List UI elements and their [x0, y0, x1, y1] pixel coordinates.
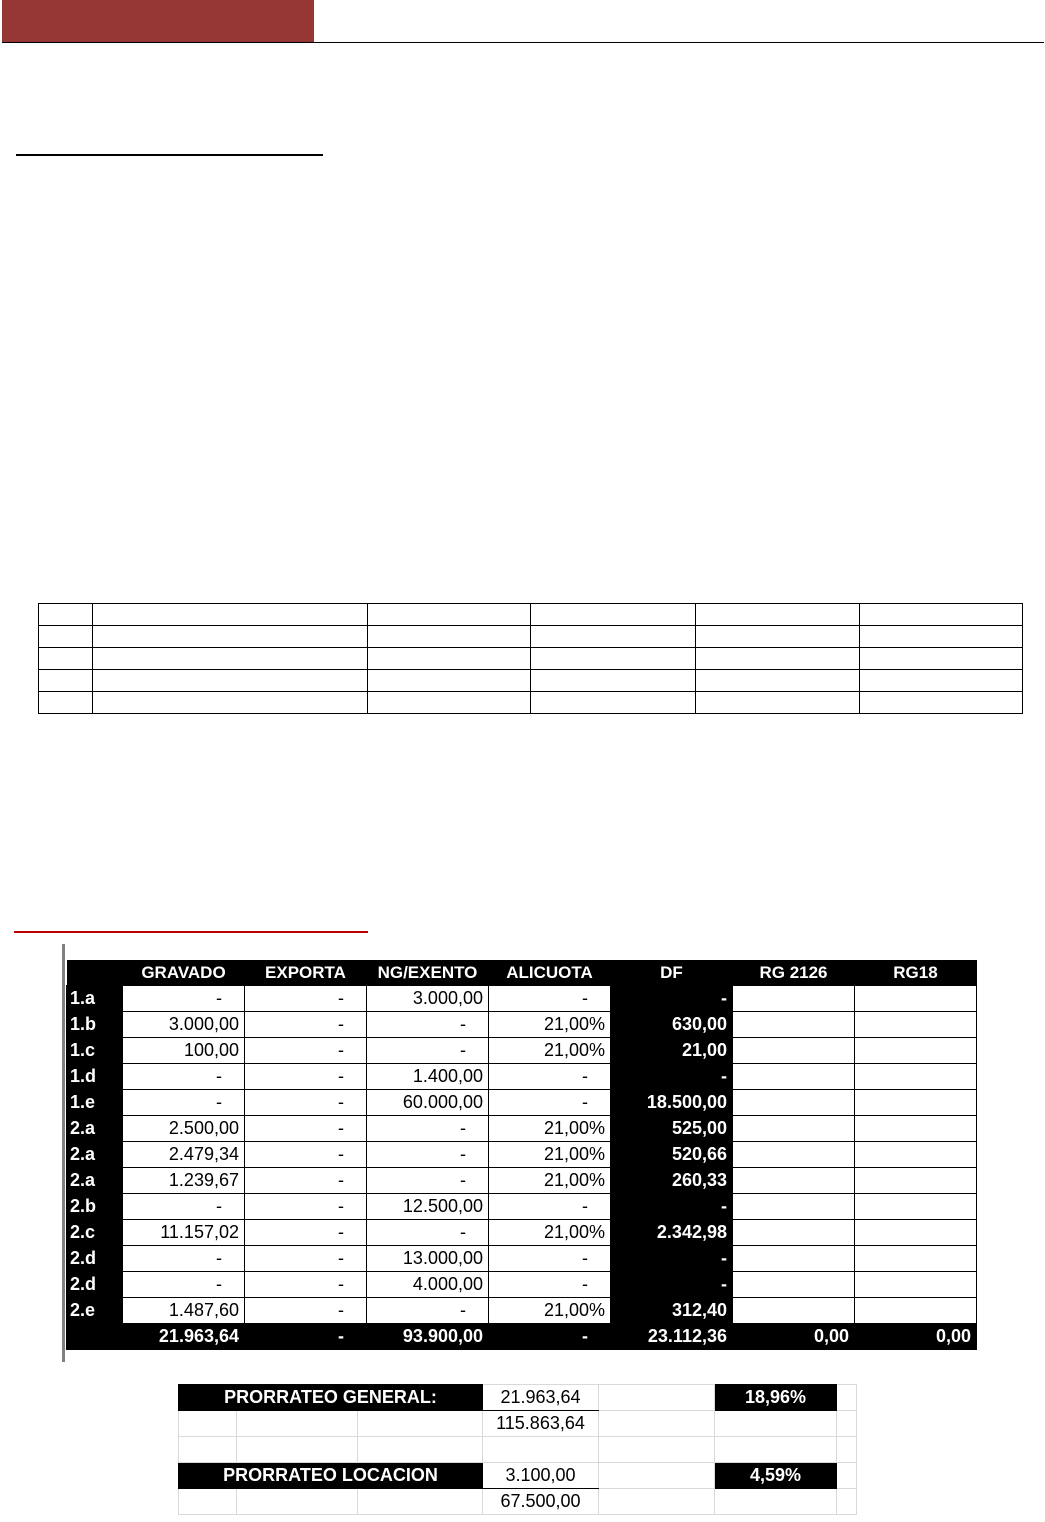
table-row [67, 1064, 977, 1090]
table-cell [733, 1220, 855, 1246]
table-cell: 312,40 [611, 1298, 733, 1324]
table-cell: 21,00 [611, 1038, 733, 1064]
table-row [67, 1194, 977, 1220]
row-label: 2.e [67, 1298, 123, 1324]
empty-grid-table [38, 603, 1023, 714]
table-cell: 1.400,00 [367, 1064, 489, 1090]
table-cell: - [367, 1012, 489, 1038]
column-header: EXPORTA [245, 960, 367, 986]
table-cell: 1.487,60 [123, 1298, 245, 1324]
table-cell [733, 1246, 855, 1272]
table-cell: - [245, 1194, 367, 1220]
table-cell: - [367, 1038, 489, 1064]
table-cell [855, 1038, 977, 1064]
prorrateo-locacion-den-row [179, 1489, 857, 1515]
table-cell: 11.157,02 [123, 1220, 245, 1246]
row-label: 1.c [67, 1038, 123, 1064]
table-cell [733, 1298, 855, 1324]
row-label: 1.a [67, 986, 123, 1012]
table-cell: - [611, 1064, 733, 1090]
table-cell: - [489, 1272, 611, 1298]
row-label: 2.d [67, 1272, 123, 1298]
prorrateo-general-percent: 18,96% [715, 1385, 837, 1411]
table-cell: - [245, 1064, 367, 1090]
table-row [39, 626, 1023, 648]
table-cell [855, 1116, 977, 1142]
table-cell: 3.000,00 [123, 1012, 245, 1038]
table-cell: 21,00% [489, 1012, 611, 1038]
table-cell [733, 1116, 855, 1142]
table-row [67, 1272, 977, 1298]
table-cell: 2.500,00 [123, 1116, 245, 1142]
row-label: 2.a [67, 1116, 123, 1142]
table-cell: - [245, 1168, 367, 1194]
column-header: NG/EXENTO [367, 960, 489, 986]
table-cell [855, 1142, 977, 1168]
row-label: 2.c [67, 1220, 123, 1246]
table-cell: 21,00% [489, 1116, 611, 1142]
table-row [67, 986, 977, 1012]
table-cell: 21,00% [489, 1038, 611, 1064]
column-header: DF [611, 960, 733, 986]
table-cell: - [245, 986, 367, 1012]
table-cell: - [489, 1064, 611, 1090]
table-cell [733, 1142, 855, 1168]
header-rule [2, 42, 1044, 43]
header-color-bar [2, 0, 314, 42]
table-row [67, 1090, 977, 1116]
table-row [67, 1116, 977, 1142]
prorrateo-general-denominator: 115.863,64 [483, 1411, 599, 1437]
table-cell: 21,00% [489, 1298, 611, 1324]
table-cell: 3.000,00 [367, 986, 489, 1012]
table-row [67, 1298, 977, 1324]
section-heading-underline-red [14, 931, 368, 933]
table-cell: - [123, 1194, 245, 1220]
table-cell: 1.239,67 [123, 1168, 245, 1194]
table-cell: - [367, 1220, 489, 1246]
table-row [39, 604, 1023, 626]
table-cell: 21,00% [489, 1220, 611, 1246]
total-cell: 23.112,36 [611, 1324, 733, 1350]
table-cell: - [245, 1090, 367, 1116]
prorrateo-locacion-numerator: 3.100,00 [483, 1463, 599, 1489]
table-cell: - [245, 1038, 367, 1064]
table-cell: - [245, 1246, 367, 1272]
spacer-row [179, 1437, 857, 1463]
table-cell [855, 1272, 977, 1298]
prorrateo-locacion-percent: 4,59% [715, 1463, 837, 1489]
row-label: 2.d [67, 1246, 123, 1272]
row-label: 1.e [67, 1090, 123, 1116]
table-cell: - [245, 1012, 367, 1038]
table-cell: - [611, 1194, 733, 1220]
column-header: RG18 [855, 960, 977, 986]
total-cell: 93.900,00 [367, 1324, 489, 1350]
prorrateo-table [178, 1384, 857, 1515]
table-cell: - [611, 1272, 733, 1298]
table-cell: - [245, 1298, 367, 1324]
table-cell [855, 1012, 977, 1038]
table-cell [855, 1246, 977, 1272]
column-header [67, 960, 123, 986]
table-cell [855, 986, 977, 1012]
table-row [67, 1220, 977, 1246]
table-cell: 4.000,00 [367, 1272, 489, 1298]
table-row [67, 1012, 977, 1038]
row-label: 2.b [67, 1194, 123, 1220]
table-cell [855, 1220, 977, 1246]
table-cell: 13.000,00 [367, 1246, 489, 1272]
table-cell [855, 1064, 977, 1090]
table-cell [855, 1194, 977, 1220]
iva-table [66, 960, 977, 1350]
table-cell: 21,00% [489, 1142, 611, 1168]
column-header: GRAVADO [123, 960, 245, 986]
sheet-left-rule [62, 944, 65, 1362]
table-cell [733, 1090, 855, 1116]
table-cell: - [123, 1090, 245, 1116]
row-label: 1.d [67, 1064, 123, 1090]
table-row [67, 1168, 977, 1194]
table-row [67, 1038, 977, 1064]
table-cell: - [123, 1246, 245, 1272]
table-row [67, 1142, 977, 1168]
total-cell: - [245, 1324, 367, 1350]
table-cell: - [489, 1194, 611, 1220]
table-row [39, 648, 1023, 670]
table-cell [733, 1012, 855, 1038]
prorrateo-general-row [179, 1385, 857, 1411]
table-header-row [67, 960, 977, 986]
table-cell: - [367, 1116, 489, 1142]
table-cell: - [245, 1116, 367, 1142]
total-cell: - [489, 1324, 611, 1350]
total-cell: 0,00 [733, 1324, 855, 1350]
prorrateo-locacion-denominator: 67.500,00 [483, 1489, 599, 1515]
total-cell: 0,00 [855, 1324, 977, 1350]
column-header: ALICUOTA [489, 960, 611, 986]
table-row [67, 1246, 977, 1272]
table-cell: - [489, 986, 611, 1012]
table-cell: 12.500,00 [367, 1194, 489, 1220]
table-cell: 100,00 [123, 1038, 245, 1064]
table-row [39, 692, 1023, 714]
table-cell: - [489, 1246, 611, 1272]
total-cell [67, 1324, 123, 1350]
table-cell [733, 1064, 855, 1090]
table-cell [733, 1194, 855, 1220]
row-label: 2.a [67, 1142, 123, 1168]
table-cell [855, 1090, 977, 1116]
table-cell: 60.000,00 [367, 1090, 489, 1116]
table-cell [855, 1168, 977, 1194]
table-cell [733, 1272, 855, 1298]
table-cell: 630,00 [611, 1012, 733, 1038]
table-cell: - [367, 1168, 489, 1194]
row-label: 2.a [67, 1168, 123, 1194]
table-cell: - [611, 986, 733, 1012]
section-heading-underline [16, 154, 323, 156]
table-cell: - [123, 1064, 245, 1090]
table-cell: 21,00% [489, 1168, 611, 1194]
table-cell [733, 1038, 855, 1064]
table-cell: - [489, 1090, 611, 1116]
table-cell: - [123, 986, 245, 1012]
table-row [39, 670, 1023, 692]
table-cell: - [611, 1246, 733, 1272]
table-cell [855, 1298, 977, 1324]
table-cell: 525,00 [611, 1116, 733, 1142]
column-header: RG 2126 [733, 960, 855, 986]
table-cell: - [245, 1142, 367, 1168]
table-cell [733, 1168, 855, 1194]
table-cell [733, 986, 855, 1012]
prorrateo-locacion-row [179, 1463, 857, 1489]
table-cell: - [123, 1272, 245, 1298]
table-cell: - [367, 1142, 489, 1168]
row-label: 1.b [67, 1012, 123, 1038]
table-cell: 2.479,34 [123, 1142, 245, 1168]
prorrateo-locacion-label: PRORRATEO LOCACION [179, 1463, 483, 1489]
table-cell: - [245, 1220, 367, 1246]
table-cell: 2.342,98 [611, 1220, 733, 1246]
table-cell: - [245, 1272, 367, 1298]
total-cell: 21.963,64 [123, 1324, 245, 1350]
prorrateo-general-numerator: 21.963,64 [483, 1385, 599, 1411]
table-cell: 260,33 [611, 1168, 733, 1194]
table-cell: 18.500,00 [611, 1090, 733, 1116]
table-cell: - [367, 1298, 489, 1324]
prorrateo-general-den-row [179, 1411, 857, 1437]
totals-row [67, 1324, 977, 1350]
table-cell: 520,66 [611, 1142, 733, 1168]
prorrateo-general-label: PRORRATEO GENERAL: [179, 1385, 483, 1411]
